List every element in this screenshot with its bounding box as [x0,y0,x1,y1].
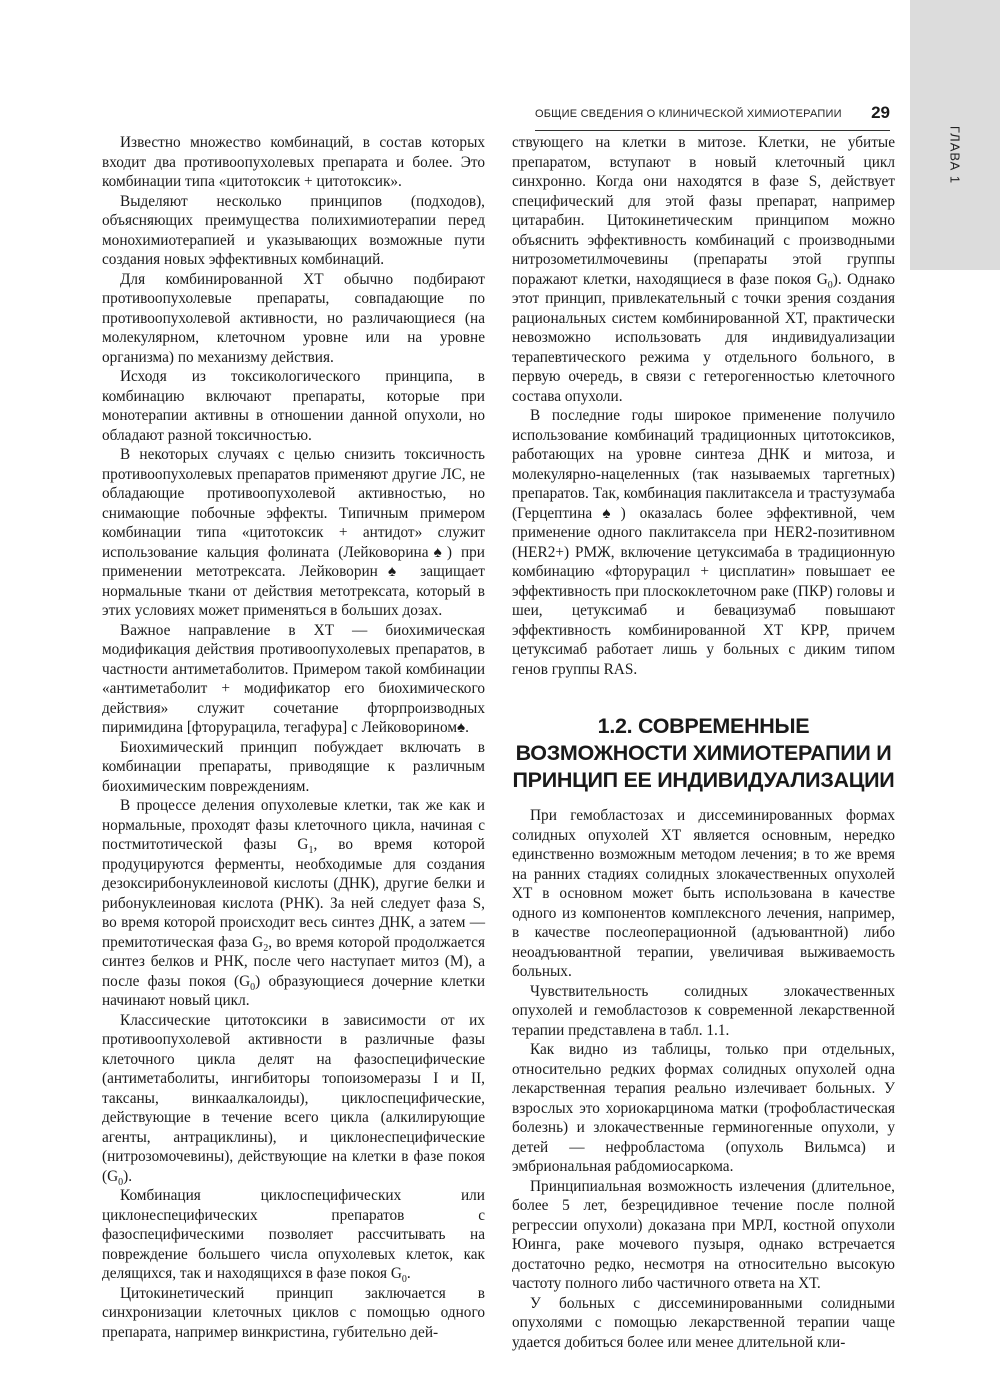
paragraph [102,1011,485,1187]
paragraph [512,133,895,406]
paragraph-text: В процессе деления опухолевые клетки, так же как и нормальные, проходят фазы клеточного цикла, начиная с постмитотической фазы G [102,797,485,853]
paragraph: Известно множество комбинаций, в состав которых входит два противоопухолевых препарата и более. Это комбинации типа «цитотоксик + цитотоксик». [102,134,485,190]
paragraph-text: ) образующиеся дочерние клетки начинают новый цикл. [102,972,486,1009]
paragraph: В некоторых случаях с целью снизить токсичность противоопухолевых препаратов применяют другие ЛС, не обладающие противоопухолевой активностью, но снимающие побочные эффекты. Типичным примером комбинации типа «цитотоксик + антидот» служит использование кальция фолината (Лейковорина♠) при применении метотрексата. Лейковорин♠ защищает нормальные ткани от действия метотрексата, который в этих условиях может применяться в больших дозах. [102,446,485,619]
paragraph-text: , во время которой продуцируются ферменты, необходимые для создания дезоксирибонуклеиновой кислоты (ДНК), другие белки и рибонуклеиновая кислота (РНК). За ней следует фаза S, во время которой происходит весь синтез ДНК, а затем — премитотическая фаза G [102,836,485,951]
paragraph-text: Классические цитотоксики в зависимости от их противоопухолевой активности в различные фазы клеточного цикла делят на фазоспецифические (антиметаболиты, ингибиторы топоизомеразы I и II, таксаны, винкаалкалоиды), циклоспецифические, действующие в течение всего цикла (алкилирующие агенты, антрациклины), и циклонеспецифические (нитрозомочевины), действующие на клетки в фазе покоя (G [102,1011,485,1185]
paragraph: Важное направление в ХТ — биохимическая модификация действия противоопухолевых препаратов, в частности антиметаболитов. Примером такой комбинации «антиметаболит + модификатор его биохимического действия» служит сочетание фторпроизводных пиримидина [фторурацила, тегафура] с Лейковорином♠. [102,621,485,736]
paragraph: Биохимический принцип побуждает включать в комбинации препараты, приводящие к различным биохимическим повреждениям. [102,738,485,795]
phase-subscript: 0 [401,1274,407,1286]
paragraph: Как видно из таблицы, только при отдельных, относительно редких формах солидных опухолей одна лекарственная терапия реально излечивает больных. У взрослых это хориокарцинома матки (трофобластическая болезнь) и злокачественные герминогенные опухоли, у детей — нефробластома (опухоль Вильмса) и эмбриональная рабдомиосаркома. [512,1041,895,1175]
left-column [102,133,485,1342]
phase-subscript: 0 [250,981,256,993]
section-heading: 1.2. СОВРЕМЕННЫЕ ВОЗМОЖНОСТИ ХИМИОТЕРАПИИ И ПРИНЦИП ЕЕ ИНДИВИДУАЛИЗАЦИИ [512,714,895,792]
phase-subscript: 2 [263,942,269,954]
paragraph-text: ). [123,1167,133,1185]
paragraph-text: . [406,1265,411,1282]
paragraph-text: ствующего на клетки в митозе. Клетки, не убитые препаратом, вступают в новый клеточный цикл синхронно. Когда они находятся в фазе S, действует специфический для этой фазы препарат, например цитарабин. Цитокинетическим принципом можно объяснить эффективность комбинаций с производными нитрозометилмочевины (препараты этой группы поражают клетки, находящиеся в фазе покоя G [512,134,895,288]
paragraph: Выделяют несколько принципов (подходов), объясняющих преимущества полихимиотерапии перед монохимиотерапией и указывающих возможные пути создания новых эффективных комбинаций. [102,192,485,268]
phase-subscript: 0 [118,1176,124,1188]
paragraph: Чувствительность солидных злокачественных опухолей и гемобластозов к современной лекарственной терапии представлена в табл. 1.1. [512,982,895,1039]
paragraph: Принципиальная возможность излечения (длительное, более 5 лет, безрецидивное течение после полной регрессии опухоли) доказана при МРЛ, костной опухоли Юинга, раке мочевого пузыря, однако встречается достаточно редко, несмотря на относительно высокую частоту полного либо частичного ответа на ХТ. [512,1177,895,1292]
right-column [512,133,895,1352]
page-number: 29 [871,103,890,122]
chapter-label: ГЛАВА 1 [947,125,963,185]
paragraph: Для комбинированной ХТ обычно подбирают противоопухолевые препараты, совпадающие по противоопухолевой активности, но различающиеся (на молекулярном, клеточном уровне или на уровне организма) по механизму действия. [102,270,485,366]
phase-subscript: 1 [308,845,314,857]
paragraph: У больных с диссеминированными солидными опухолями с помощью лекарственной терапии чаще удается добиться более или менее длительной кли- [512,1294,895,1351]
paragraph-text: Комбинация циклоспецифических или циклонеспецифических препаратов с фазоспецифическими позволяет рассчитывать на повреждение большего числа опухолевых клеток, как делящихся, так и находящихся в фазе покоя G [102,1187,485,1282]
paragraph: При гемобластозах и диссеминированных формах солидных опухолей ХТ является основным, нередко единственно возможным методом лечения; в то же время на ранних стадиях солидных злокачественных опухолей ХТ в основном может быть использована в качестве одного из компонентов комплексного лечения, например, в качестве послеоперационной (адъювантной) либо неоадъювантной терапии, увеличивая выживаемость больных. [512,807,895,980]
paragraph: Цитокинетический принцип заключается в синхронизации клеточных циклов с помощью одного препарата, например винкристина, губительно дей- [102,1284,485,1341]
running-header [535,103,890,131]
phase-subscript: 0 [827,279,833,291]
paragraph [102,1186,485,1284]
paragraph [102,796,485,1011]
running-title: ОБЩИЕ СВЕДЕНИЯ О КЛИНИЧЕСКОЙ ХИМИОТЕРАПИИ [535,108,842,120]
paragraph: Исходя из токсикологического принципа, в комбинацию включают препараты, которые при монотерапии активны в отношении данной опухоли, но обладают разной токсичностью. [102,368,485,444]
paragraph: В последние годы широкое применение получило использование комбинаций традиционных цитотоксиков, работающих на уровне синтеза ДНК и митоза, и молекулярно-нацеленных (так называемых таргетных) препаратов. Так, комбинация паклитаксела и трастузумаба (Герцептина♠) оказалась более эффективной, чем применение одного паклитаксела при HER2-позитивном (HER2+) РМЖ, включение цетуксимаба в традиционную комбинацию «фторурацил + цисплатин» повышает ее эффективность при плоскоклеточном раке (ПКР) головы и шеи, цетуксимаб и бевацизумаб повышают эффективность комбинированной ХТ КРР, причем цетуксимаб работает лишь у больных с диким типом генов группы RAS. [512,407,895,678]
paragraph-text: , во время которой продолжается синтез белков и РНК, после чего наступает митоз (M), а после фазы покоя (G [102,933,486,990]
paragraph-text: ). Однако этот принцип, привлекательный с точки зрения создания рациональных систем комбинированной ХТ, практически невозможно использовать для индивидуализации терапевтического режима у отдельного больного, в первую очередь, в связи с гетерогенностью клеточного состава опухоли. [512,270,895,405]
